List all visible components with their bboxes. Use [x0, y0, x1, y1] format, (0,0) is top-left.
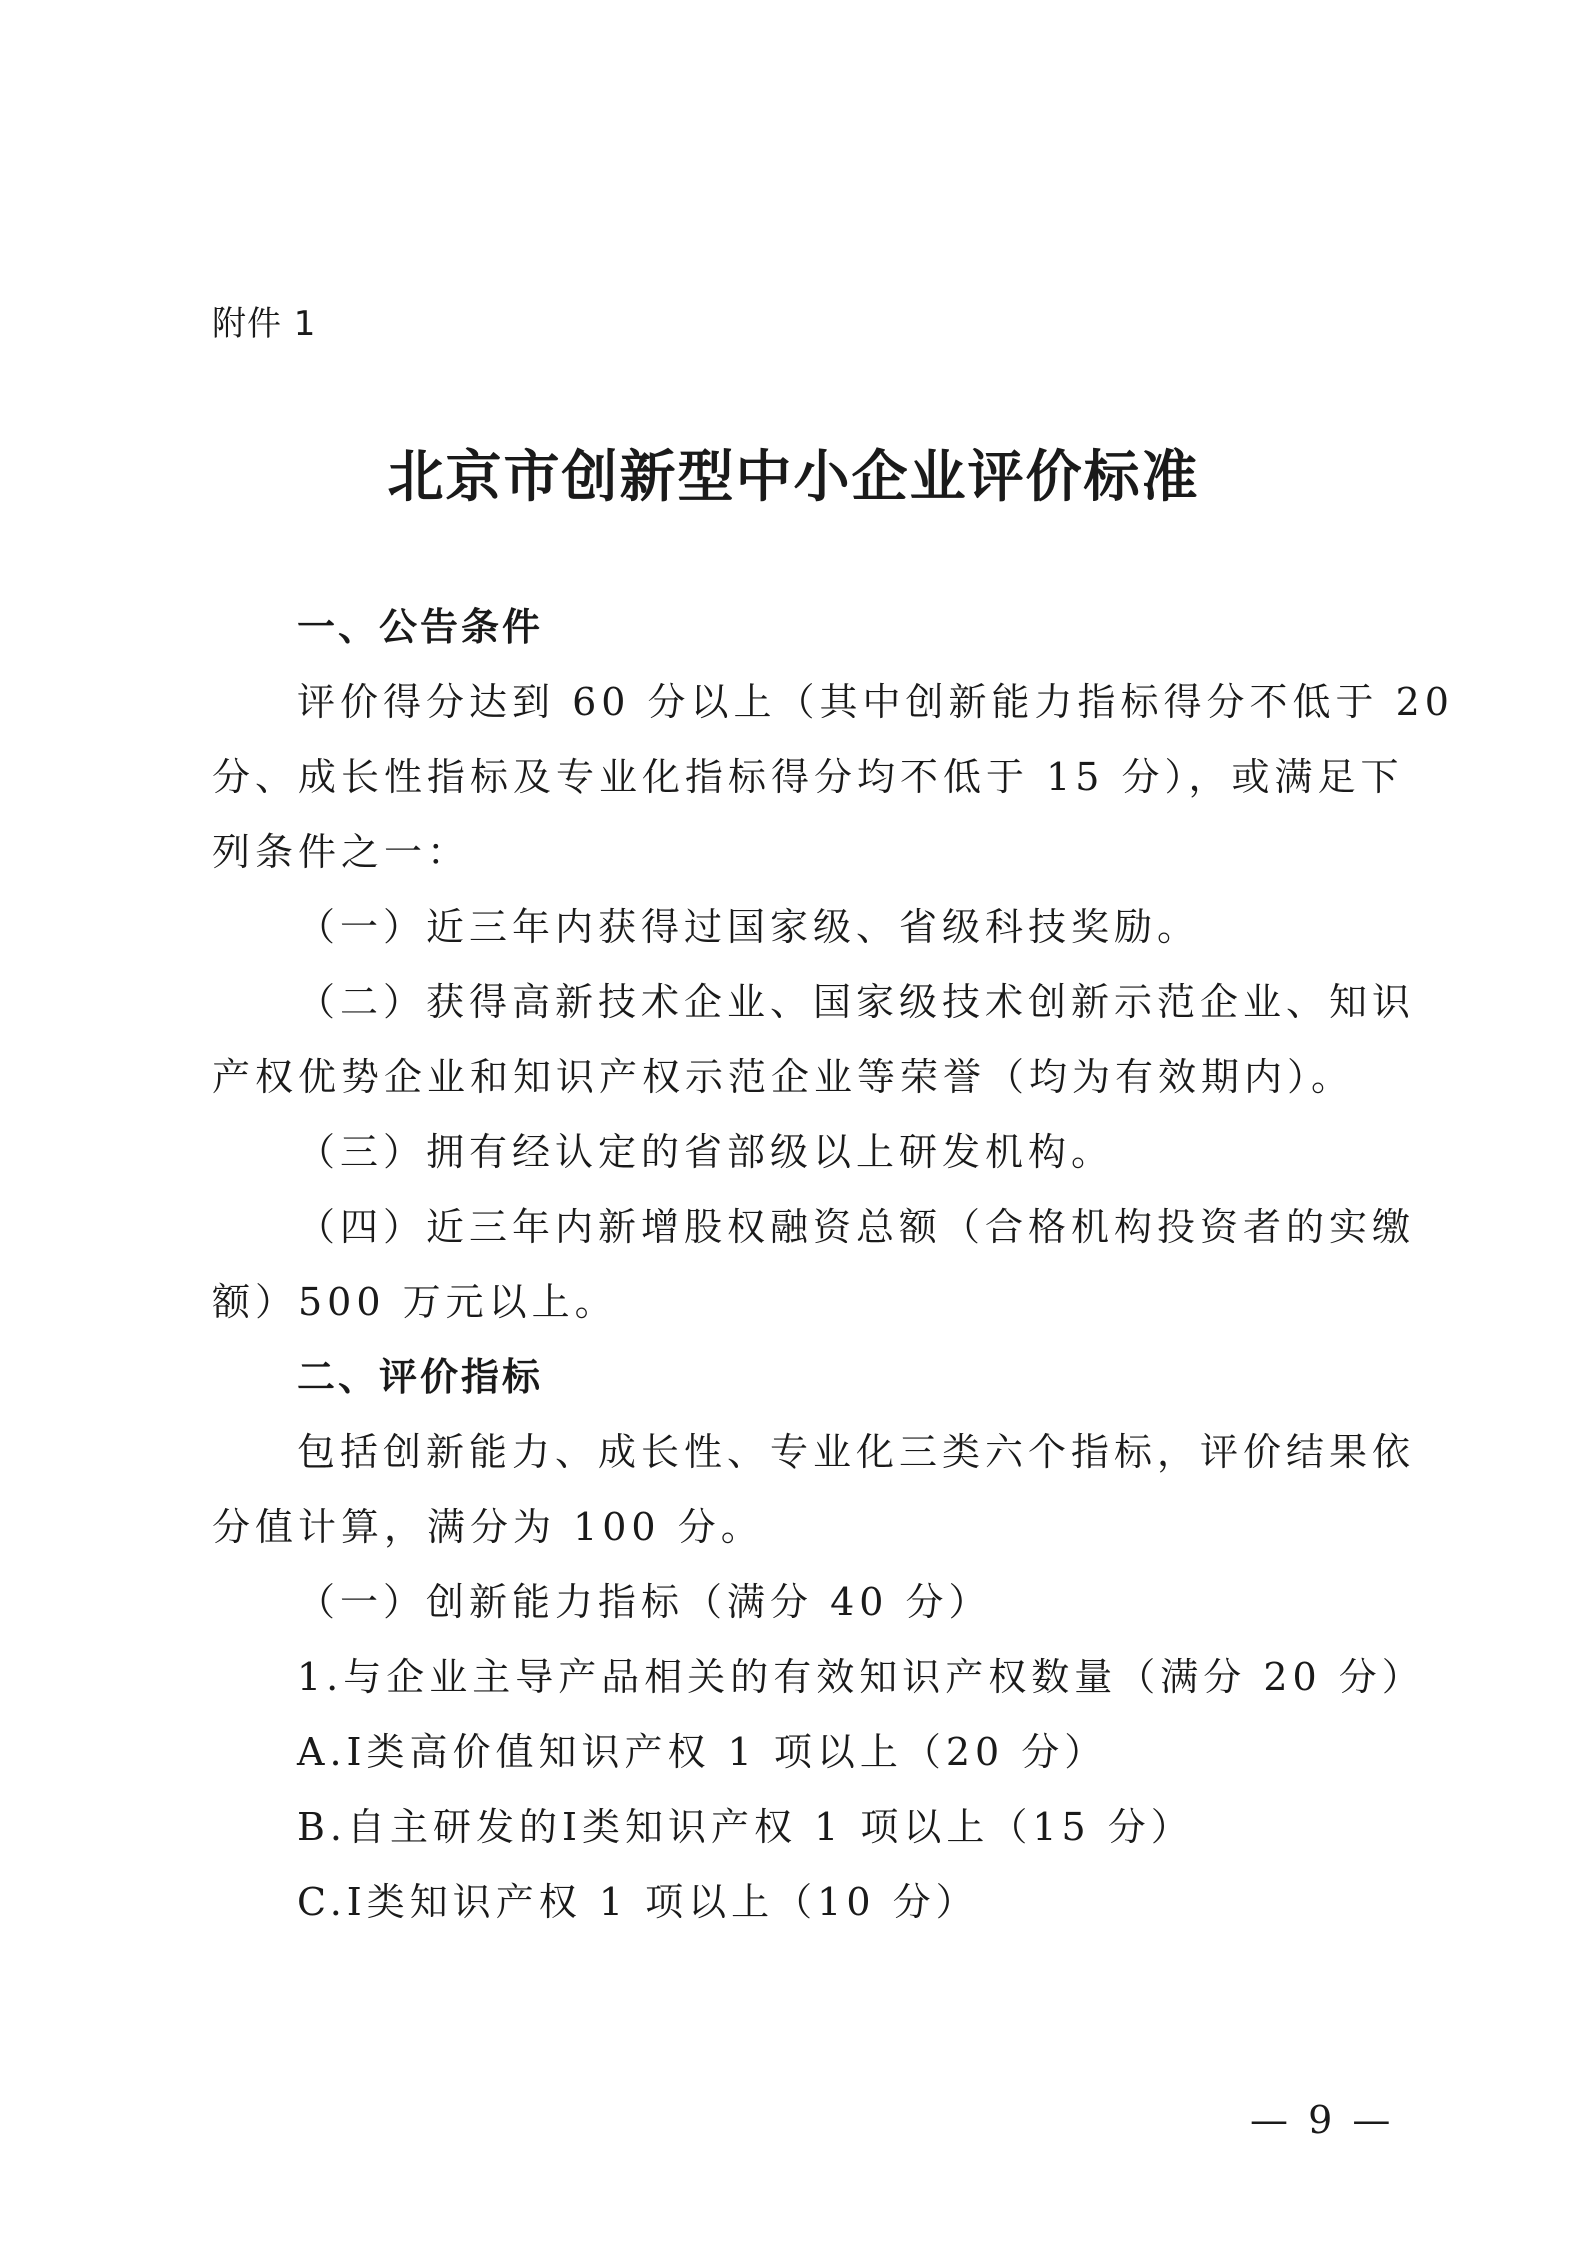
- condition-item-4-continued: 额）500 万元以上。: [212, 1280, 618, 1324]
- section-heading-evaluation-indicators: 二、评价指标: [297, 1355, 544, 1399]
- condition-item-4: （四）近三年内新增股权融资总额（合格机构投资者的实缴: [297, 1205, 1416, 1249]
- indicator-item-1: 1.与企业主导产品相关的有效知识产权数量（满分 20 分）: [297, 1655, 1425, 1699]
- attachment-label: 附件 1: [212, 304, 317, 344]
- subsection-innovation-capability: （一）创新能力指标（满分 40 分）: [297, 1580, 992, 1624]
- paragraph-line: 评价得分达到 60 分以上（其中创新能力指标得分不低于 20: [297, 680, 1454, 724]
- document-title: 北京市创新型中小企业评价标准: [387, 445, 1200, 510]
- score-option-b: B.自主研发的Ⅰ类知识产权 1 项以上（15 分）: [297, 1805, 1194, 1849]
- condition-item-2: （二）获得高新技术企业、国家级技术创新示范企业、知识: [297, 980, 1416, 1024]
- condition-item-1: （一）近三年内获得过国家级、省级科技奖励。: [297, 905, 1201, 949]
- paragraph-line: 分、成长性指标及专业化指标得分均不低于 15 分），或满足下: [212, 755, 1404, 799]
- section-heading-announcement-conditions: 一、公告条件: [297, 605, 544, 649]
- condition-item-2-continued: 产权优势企业和知识产权示范企业等荣誉（均为有效期内）。: [212, 1055, 1355, 1099]
- paragraph-line: 列条件之一：: [212, 830, 471, 874]
- paragraph-line: 分值计算，满分为 100 分。: [212, 1505, 764, 1549]
- score-option-a: A.Ⅰ类高价值知识产权 1 项以上（20 分）: [297, 1730, 1108, 1774]
- page-number: — 9 —: [1250, 2098, 1395, 2142]
- condition-item-3: （三）拥有经认定的省部级以上研发机构。: [297, 1130, 1115, 1174]
- score-option-c: C.Ⅰ类知识产权 1 项以上（10 分）: [297, 1880, 979, 1924]
- paragraph-line: 包括创新能力、成长性、专业化三类六个指标，评价结果依: [297, 1430, 1416, 1474]
